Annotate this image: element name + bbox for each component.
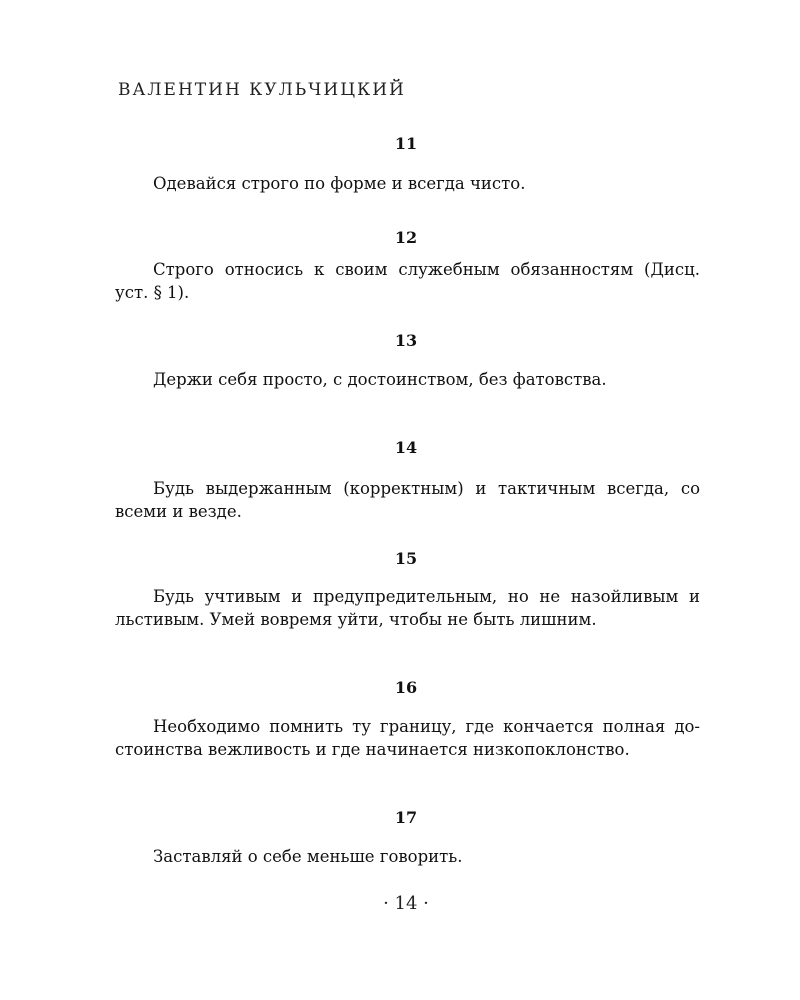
rule-text: Необходимо помнить ту границу, где кончается полная достоинства вежливость и где начинается низкопоклонство. xyxy=(115,717,700,759)
rule-number: 16 xyxy=(394,678,418,697)
rule-text: Держи себя просто, с достоинством, без фатовства. xyxy=(153,370,607,389)
rule-number: 14 xyxy=(394,438,418,457)
rule-number: 11 xyxy=(394,134,418,153)
rule-number: 17 xyxy=(394,808,418,827)
rule-text: Одевайся строго по форме и всегда чисто. xyxy=(153,174,526,193)
rule-text: Будь выдержанным (корректным) и тактичным всегда, со всеми и везде. xyxy=(115,479,700,521)
rule-text: Строго относись к своим служебным обязанностям (Дисц. уст. § 1). xyxy=(115,260,700,302)
rule-number: 15 xyxy=(394,549,418,568)
rule-text: Будь учтивым и предупредительным, но не назойливым и льстивым. Умей вовремя уйти, чтобы не быть лишним. xyxy=(115,587,700,629)
page-number: · 14 · xyxy=(383,893,429,914)
rule-number: 12 xyxy=(394,228,418,247)
running-head: ВАЛЕНТИН КУЛЬЧИЦКИЙ xyxy=(118,80,406,100)
rule-number: 13 xyxy=(394,331,418,350)
rule-text: Заставляй о себе меньше говорить. xyxy=(153,847,463,866)
